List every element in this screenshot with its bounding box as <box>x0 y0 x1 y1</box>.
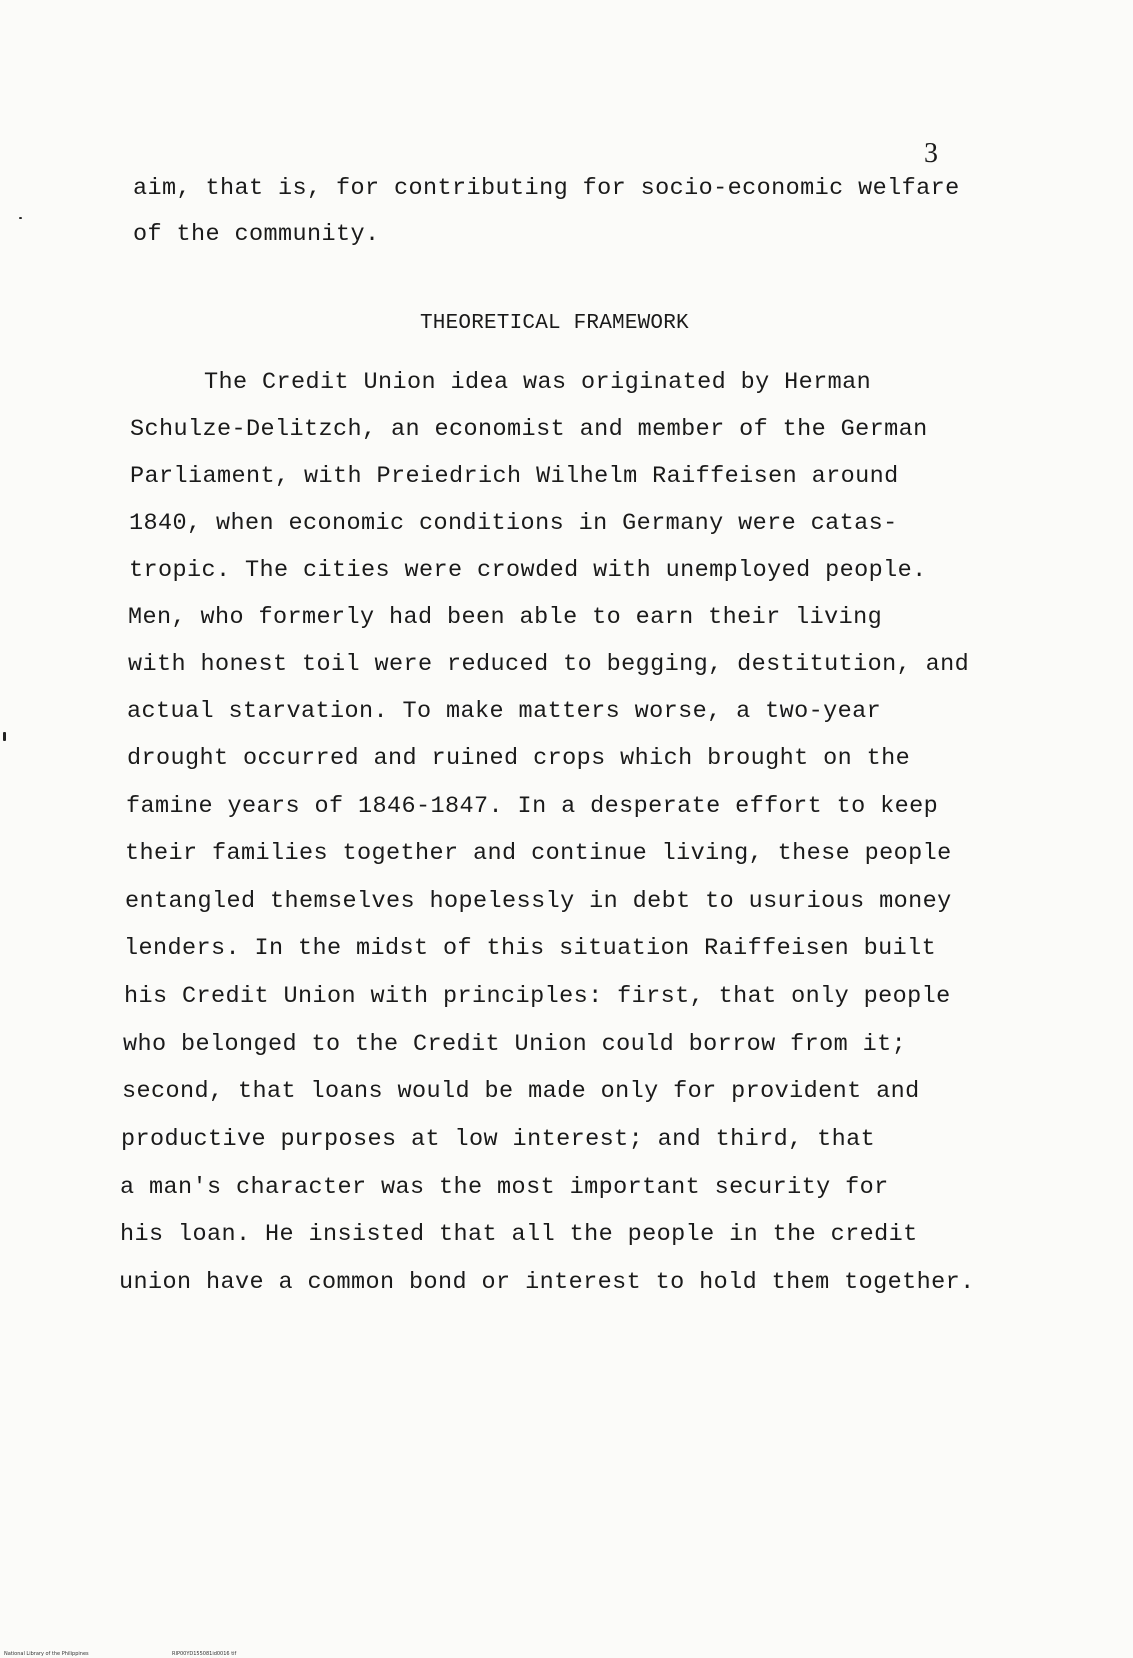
body-line: Parliament, with Preiedrich Wilhelm Raiffeisen around <box>130 463 899 490</box>
footer-library: National Library of the Philippines <box>4 1651 89 1657</box>
scan-speck <box>19 217 22 219</box>
body-line: who belonged to the Credit Union could borrow from it; <box>123 1031 907 1058</box>
body-line: productive purposes at low interest; and third, that <box>121 1126 876 1153</box>
body-line: with honest toil were reduced to begging, destitution, and <box>128 651 970 678</box>
body-line: a man's character was the most important security for <box>120 1174 889 1201</box>
intro-line: of the community. <box>133 221 380 248</box>
body-line: tropic. The cities were crowded with unemployed people. <box>129 557 927 584</box>
body-line: his loan. He insisted that all the people in the credit <box>120 1221 918 1248</box>
section-heading: THEORETICAL FRAMEWORK <box>420 312 689 335</box>
footer-file-id: RIP00YD155081id0016 tif <box>172 1651 237 1657</box>
body-line: their families together and continue living, these people <box>125 840 952 867</box>
body-line: Schulze-Delitzch, an economist and member of the German <box>130 416 928 443</box>
body-line: The Credit Union idea was originated by Herman <box>204 369 872 396</box>
scan-mark <box>3 732 6 741</box>
body-line: his Credit Union with principles: first, that only people <box>124 983 951 1010</box>
body-line: second, that loans would be made only for provident and <box>122 1078 920 1105</box>
body-line: 1840, when economic conditions in Germany were catas- <box>129 510 898 537</box>
body-line: union have a common bond or interest to hold them together. <box>119 1269 975 1296</box>
body-line: drought occurred and ruined crops which brought on the <box>127 745 911 772</box>
body-line: Men, who formerly had been able to earn their living <box>128 604 883 631</box>
page-number: 3 <box>924 138 938 169</box>
body-line: famine years of 1846-1847. In a desperate effort to keep <box>126 793 939 820</box>
body-line: entangled themselves hopelessly in debt to usurious money <box>125 888 952 915</box>
body-line: lenders. In the midst of this situation Raiffeisen built <box>124 935 937 962</box>
body-line: actual starvation. To make matters worse, a two-year <box>127 698 882 725</box>
intro-line: aim, that is, for contributing for socio-economic welfare <box>133 175 960 202</box>
